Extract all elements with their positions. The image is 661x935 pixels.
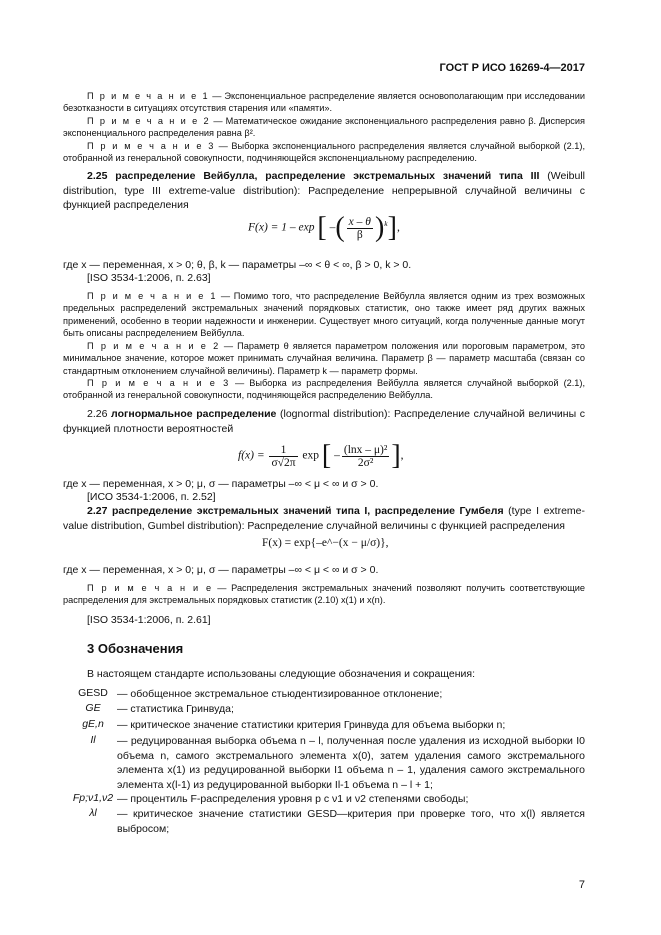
formula-gumbel: F(x) = exp{–e^−(x − μ/σ)}, — [262, 537, 389, 549]
note-weibull-1: П р и м е ч а н и е 1 — Помимо того, что распределение Вейбулла является одним из трех возможных предельных распределений экстремальных значений порядковых статистик, оно также имеет ряд других важных применений, особенно в теории надежности и инженерии. Существует много ситуаций, когда полученные данные могут быть описаны распределением Вейбулла. — [63, 291, 586, 339]
symbol-lambda: λl — [89, 807, 97, 819]
symbol-gen-desc: — критическое значение статистики критерия Гринвуда для объема выборки n; — [117, 719, 506, 731]
reference-2-27: [ISO 3534-1:2006, п. 2.61] — [87, 614, 211, 626]
symbol-gesd: GESD — [78, 687, 108, 699]
document-header: ГОСТ Р ИСО 16269-4—2017 — [439, 62, 585, 74]
formula-weibull: F(x) = 1 – exp [ –( $\frac{x - \theta}{\beta}$ )$^k$], — [248, 212, 400, 243]
symbol-gen: gE,n — [82, 718, 104, 730]
note-gumbel: П р и м е ч а н и е — Распределения экстремальных значений позволяют получить соответствующие распределения для экстремальных порядковых статистик (2.10) x(1) и x(n). — [63, 583, 586, 606]
symbol-ge-desc: — статистика Гринвуда; — [117, 703, 234, 715]
definition-2-25: 2.25 распределение Вейбулла, распределение экстремальных значений типа III (Weibull distribution, type III extreme-value distribution): Распределение непрерывной случайной величины с функцией распределения — [63, 170, 586, 211]
section-intro: В настоящем стандарте использованы следующие обозначения и сокращения: — [87, 668, 475, 680]
definition-2-27: 2.27 распределение экстремальных значений типа I, распределение Гумбеля (type I extreme-value distribution, Gumbel distribution): Распределение случайной величины с функцией распределения — [63, 505, 585, 532]
reference-2-25: [ISO 3534-1:2006, п. 2.63] — [87, 272, 211, 284]
note-exp-1: П р и м е ч а н и е 1 — Экспоненциальное распределение является основополагающим при исследовании безотказности в ситуациях отсутствия старения или «памяти». — [63, 91, 585, 114]
section-title: 3 Обозначения — [87, 641, 184, 656]
definition-2-25-where: где x — переменная, x > 0; θ, β, k — параметры –∞ < θ < ∞, β > 0, k > 0. — [63, 259, 412, 271]
symbol-il-desc: — редуцированная выборка объема n – l, полученная после удаления из исходной выборки I0 объема n, самого экстремального элемента x(0), затем удаления самого экстремального элемента x(1) из редуцированной выборки I1 объема n – 1, удаления самого экстремального элемента x(l-1) из редуцированной выборки Il-1 объема n – l + 1; — [117, 735, 585, 791]
definition-2-27-where: где x — переменная, x > 0; μ, σ — параметры –∞ < μ < ∞ и σ > 0. — [63, 564, 379, 576]
note-weibull-2: П р и м е ч а н и е 2 — Параметр θ является параметром положения или пороговым параметром, это минимальное значение, которое может принимать случайная величина. Параметр β — параметр масштаба (связан со стандартным отклонением случайной величины). Параметр k — параметр формы. — [63, 341, 585, 376]
symbol-f-percentile: Fp;ν1,ν2 — [72, 792, 114, 804]
symbol-ge: GE — [85, 702, 101, 714]
definition-2-26: 2.26 логнормальное распределение (lognormal distribution): Распределение случайной величины с функцией плотности вероятностей — [63, 408, 585, 435]
symbol-lambda-desc: — критическое значение статистики GESD—критерия при проверке того, что x(l) является выбросом; — [117, 808, 585, 835]
symbol-il: Il — [90, 734, 96, 746]
reference-2-26: [ИСО 3534-1:2006, п. 2.52] — [87, 491, 216, 503]
symbol-f-percentile-desc: — процентиль F-распределения уровня p с ν1 и ν2 степенями свободы; — [117, 793, 469, 805]
note-exp-2: П р и м е ч а н и е 2 — Математическое ожидание экспоненциального распределения равно β. Дисперсия экспоненциального распределения равна β². — [63, 116, 585, 139]
formula-lognormal: f(x) = $\frac{1}{\sigma√2\pi}$ exp [ – $\frac{\text{(lnx – μ)²}}{\text{2σ²}}$ ], — [238, 440, 404, 471]
symbol-gesd-desc: — обобщенное экстремальное стьюдентизированное отклонение; — [117, 688, 443, 700]
note-weibull-3: П р и м е ч а н и е 3 — Выборка из распределения Вейбулла является случайной выборкой (2.1), отобранной из генеральной совокупности, подчиняющейся распределению Вейбулла. — [63, 378, 586, 401]
page-number: 7 — [578, 879, 585, 891]
note-exp-3: П р и м е ч а н и е 3 — Выборка экспоненциального распределения является случайной выборкой (2.1), отобранной из генеральной совокупности, подчиняющейся экспоненциальному распределению. — [63, 141, 585, 164]
definition-2-26-where: где x — переменная, x > 0; μ, σ — параметры –∞ < μ < ∞ и σ > 0. — [63, 478, 379, 490]
